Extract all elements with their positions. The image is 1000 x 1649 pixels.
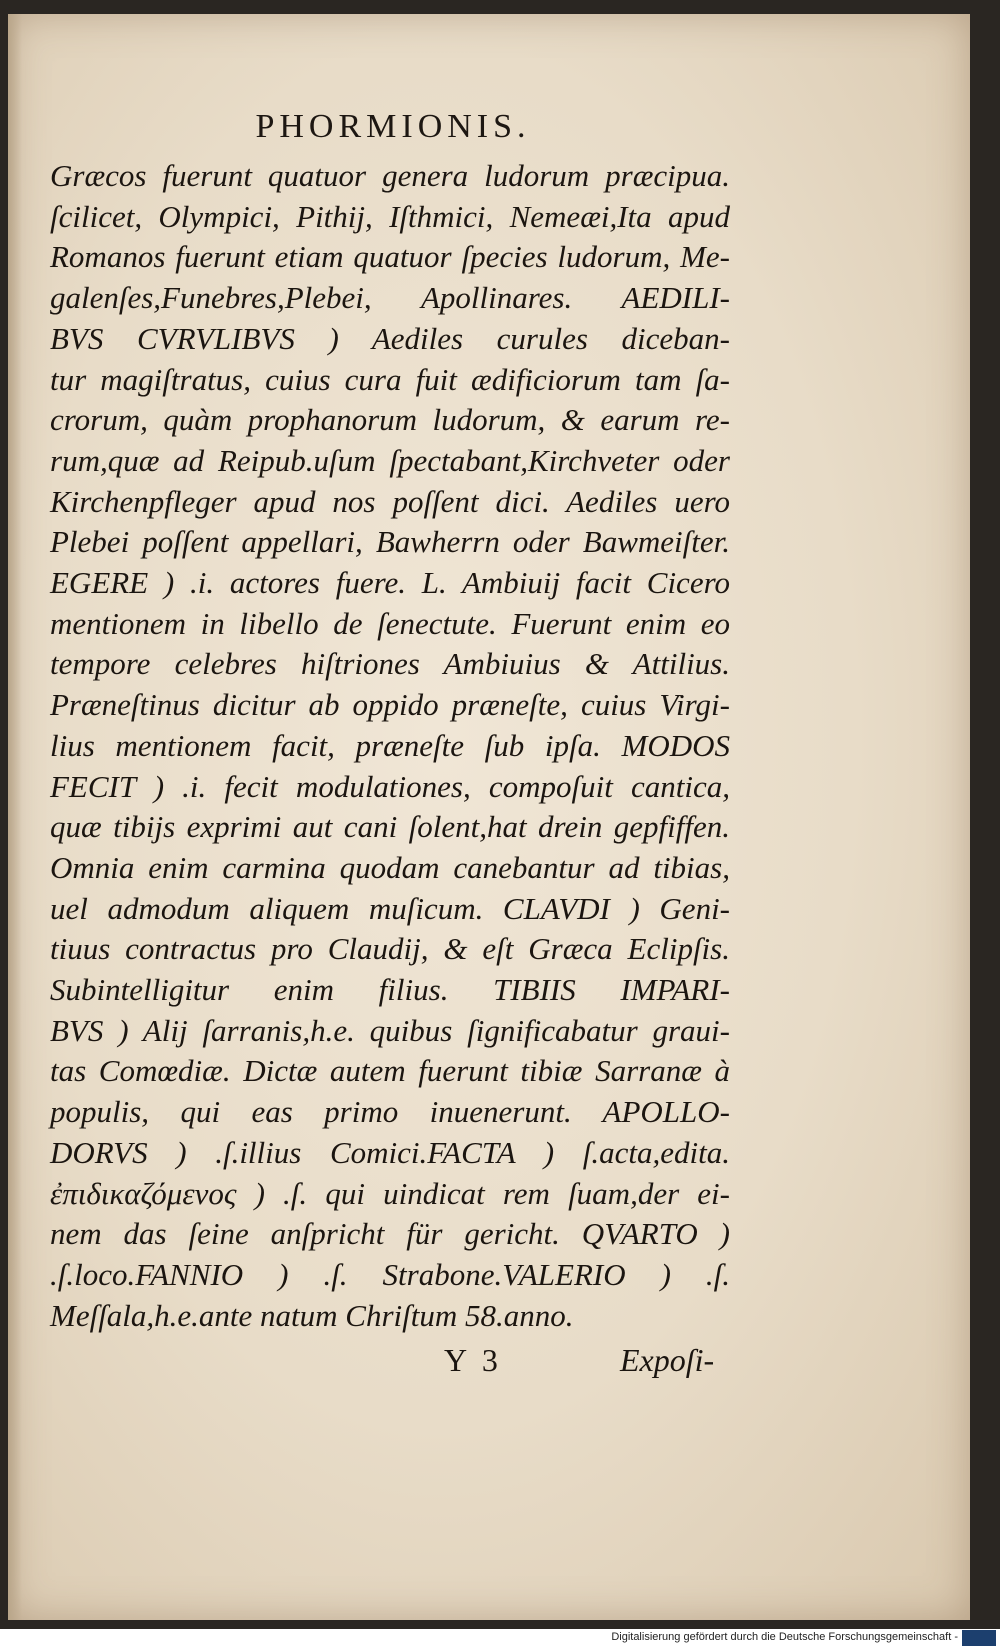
text-line: .ſ.loco.FANNIO ) .ſ. Strabone.VALERIO ) .ſ. [50,1256,730,1292]
text-line: crorum, quàm prophanorum ludorum, & earum re- [50,402,730,438]
text-line: FECIT ) .i. fecit modulationes, compoſuit cantica, [50,768,730,804]
text-line: Romanos fuerunt etiam quatuor ſpecies ludorum, Me- [50,239,730,275]
signature-mark: Y 3 [444,1342,502,1378]
text-line: EGERE ) .i. actores fuere. L. Ambiuij facit Cicero [50,565,730,601]
body-text [50,156,730,1336]
text-line: ſcilicet, Olympici, Pithij, Iſthmici, Nemeæi,Ita apud [50,198,730,234]
text-line: Præneſtinus dicitur ab oppido præneſte, cuius Virgi- [50,687,730,723]
text-line: Plebei poſſent appellari, Bawherrn oder Bawmeiſter. [50,524,730,560]
text-line: nem das ſeine anſpricht für gericht. QVARTO ) [50,1216,730,1252]
text-line: DORVS ) .ſ.illius Comici.FACTA ) ſ.acta,edita. [50,1134,730,1170]
text-line: lius mentionem facit, præneſte ſub ipſa. MODOS [50,727,730,763]
catchword: Expoſi- [620,1342,715,1378]
text-line: Omnia enim carmina quodam canebantur ad tibias, [50,849,730,885]
text-line: galenſes,Funebres,Plebei, Apollinares. AEDILI- [50,280,730,316]
text-line: mentionem in libello de ſenectute. Fuerunt enim eo [50,605,730,641]
text-line: Meſſala,h.e.ante natum Chriſtum 58.anno. [50,1297,574,1333]
text-line: rum,quæ ad Reipub.uſum ſpectabant,Kirchveter oder [50,442,730,478]
text-line: Kirchenpfleger apud nos poſſent dici. Aediles uero [50,483,730,519]
text-line: uel admodum aliquem muſicum. CLAVDI ) Geni- [50,890,730,926]
running-head: PHORMIONIS. [255,108,531,145]
page-gutter-shadow [8,14,22,1620]
text-line: BVS ) Alij ſarranis,h.e. quibus ſignificabatur graui- [50,1012,730,1048]
text-line: Subintelligitur enim filius. TIBIIS IMPARI- [50,972,730,1008]
text-line: tempore celebres hiſtriones Ambiuius & Attilius. [50,646,730,682]
text-line: tiuus contractus pro Claudij, & eſt Græca Eclipſis. [50,931,730,967]
text-line: populis, qui eas primo inuenerunt. APOLLO- [50,1094,730,1130]
dfg-logo [962,1630,996,1646]
text-line: ἐπιδικαζόμενος ) .ſ. qui uindicat rem ſuam,der ei- [50,1175,730,1211]
digitization-credit: Digitalisierung gefördert durch die Deutsche Forschungsgemeinschaft - [611,1631,958,1643]
text-line: quæ tibijs exprimi aut cani ſolent,hat drein gepfiffen. [50,809,730,845]
text-line: Græcos fuerunt quatuor genera ludorum præcipua. [50,158,730,193]
text-line: BVS CVRVLIBVS ) Aediles curules diceban- [50,320,730,356]
text-line: tas Comœdiæ. Dictæ autem fuerunt tibiæ Sarranæ à [50,1053,730,1089]
text-line: tur magiſtratus, cuius cura fuit ædificiorum tam ſa- [50,361,730,397]
